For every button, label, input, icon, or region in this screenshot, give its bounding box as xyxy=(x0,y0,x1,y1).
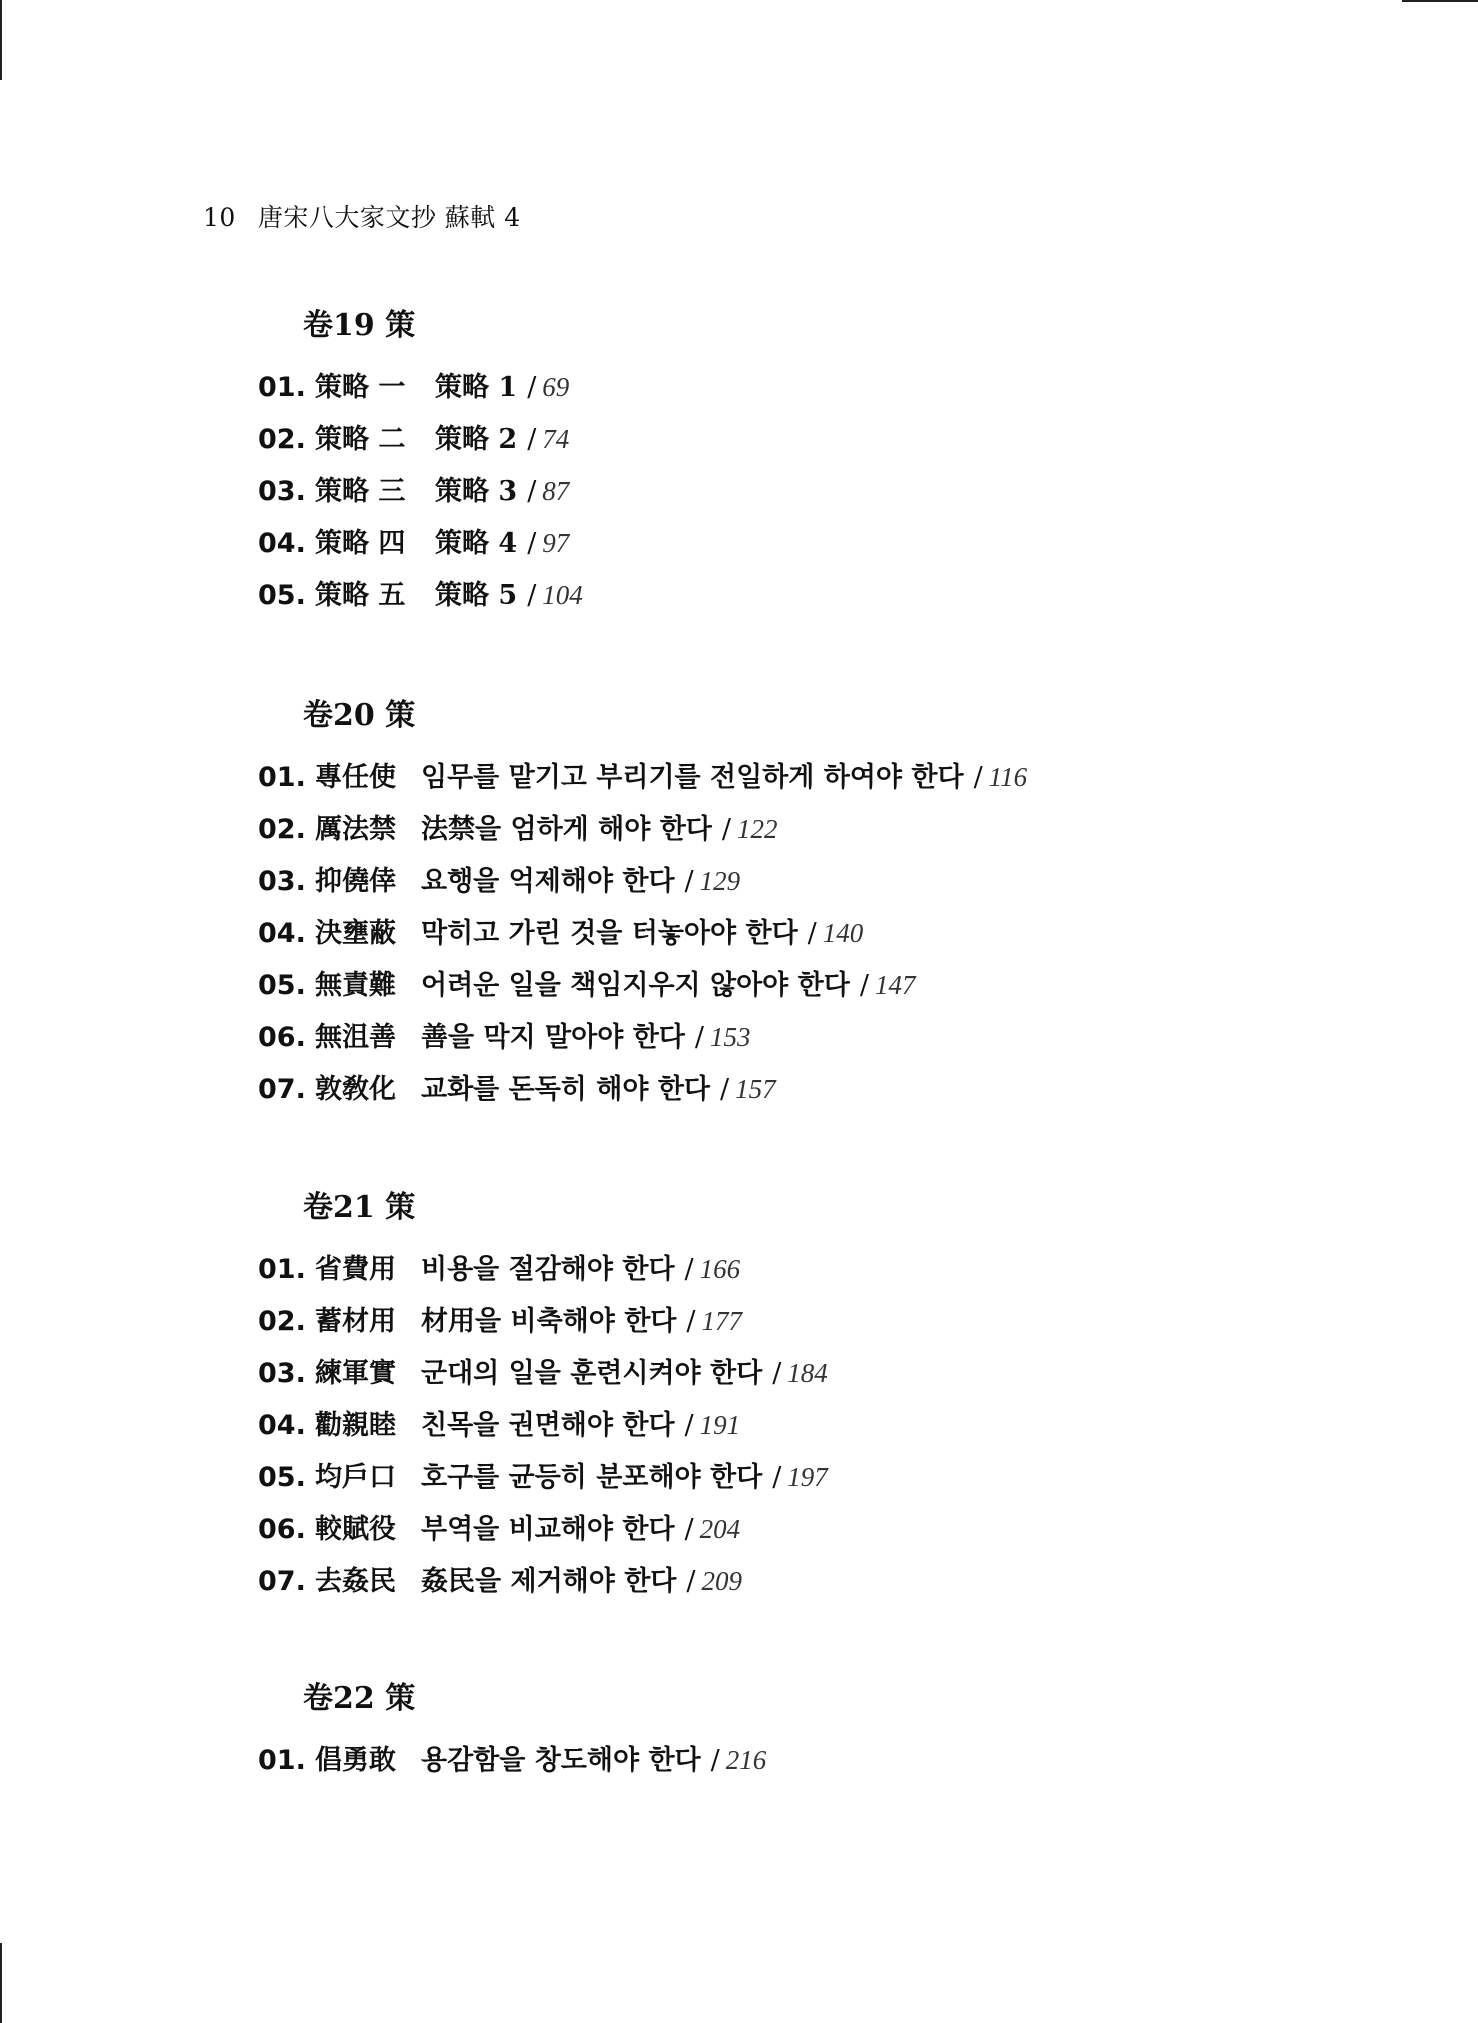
toc-entry xyxy=(258,861,740,901)
toc-entry xyxy=(258,1249,740,1289)
toc-entry xyxy=(258,913,863,953)
entry-desc: 부역을 비교해야 한다 xyxy=(421,1514,675,1545)
toc-entry xyxy=(258,367,569,407)
entry-number: 03. xyxy=(258,866,306,897)
entry-desc: 용감함을 창도해야 한다 xyxy=(421,1745,701,1776)
separator: / xyxy=(527,476,537,507)
entry-page: 157 xyxy=(735,1074,776,1104)
entry-title: 策略 三 xyxy=(315,476,406,507)
entry-number: 06. xyxy=(258,1514,306,1545)
toc-entry xyxy=(258,1561,742,1601)
entry-title: 倡勇敢 xyxy=(315,1745,396,1776)
entry-desc: 材用을 비축해야 한다 xyxy=(421,1306,677,1337)
separator: / xyxy=(684,1410,694,1441)
entry-number: 05. xyxy=(258,1462,306,1493)
entry-title: 專任使 xyxy=(315,762,396,793)
entry-title: 無責難 xyxy=(315,970,396,1001)
entry-desc: 호구를 균등히 분포해야 한다 xyxy=(421,1462,763,1493)
entry-page: 197 xyxy=(787,1462,828,1492)
entry-desc: 어려운 일을 책임지우지 않아야 한다 xyxy=(421,970,850,1001)
entry-page: 97 xyxy=(542,528,570,558)
entry-number: 04. xyxy=(258,1410,306,1441)
crop-mark-top-left xyxy=(0,0,2,80)
entry-page: 122 xyxy=(736,814,778,844)
separator: / xyxy=(973,762,983,793)
section-title: 卷20 策 xyxy=(303,698,416,733)
entry-page: 147 xyxy=(874,970,916,1000)
entry-number: 04. xyxy=(258,528,306,559)
entry-desc: 임무를 맡기고 부리기를 전일하게 하여야 한다 xyxy=(421,762,964,793)
entry-desc: 策略 1 xyxy=(435,372,518,403)
entry-page: 191 xyxy=(699,1410,741,1440)
entry-desc: 善을 막지 말아야 한다 xyxy=(421,1022,685,1053)
entry-title: 策略 二 xyxy=(315,424,406,455)
entry-number: 02. xyxy=(258,814,306,845)
toc-entry xyxy=(258,1017,750,1057)
separator: / xyxy=(527,580,537,611)
entry-title: 決壅蔽 xyxy=(315,918,396,949)
separator: / xyxy=(684,1514,694,1545)
toc-entry xyxy=(258,1301,742,1341)
entry-number: 06. xyxy=(258,1022,306,1053)
entry-number: 04. xyxy=(258,918,306,949)
separator: / xyxy=(859,970,869,1001)
entry-desc: 策略 2 xyxy=(435,424,518,455)
entry-title: 省費用 xyxy=(315,1254,396,1285)
entry-number: 05. xyxy=(258,580,306,611)
entry-page: 166 xyxy=(699,1254,741,1284)
entry-desc: 군대의 일을 훈련시켜야 한다 xyxy=(421,1358,763,1389)
entry-page: 204 xyxy=(699,1514,741,1544)
toc-entry xyxy=(258,1509,740,1549)
section-title: 卷19 策 xyxy=(303,308,416,343)
entry-desc: 姦民을 제거해야 한다 xyxy=(421,1566,677,1597)
toc-entry xyxy=(258,757,1027,797)
separator: / xyxy=(684,866,694,897)
entry-page: 140 xyxy=(822,918,864,948)
separator: / xyxy=(772,1358,782,1389)
entry-desc: 막히고 가린 것을 터놓아야 한다 xyxy=(421,918,798,949)
entry-page: 74 xyxy=(542,424,570,454)
entry-page: 177 xyxy=(701,1306,742,1336)
entry-desc: 策略 5 xyxy=(435,580,518,611)
separator: / xyxy=(710,1745,720,1776)
entry-number: 01. xyxy=(258,1745,306,1776)
entry-desc: 策略 3 xyxy=(435,476,518,507)
entry-number: 07. xyxy=(258,1074,306,1105)
separator: / xyxy=(694,1022,704,1053)
book-title: 唐宋八大家文抄 蘇軾 4 xyxy=(257,203,521,232)
entry-title: 策略 一 xyxy=(315,372,406,403)
entry-desc: 法禁을 엄하게 해야 한다 xyxy=(421,814,712,845)
entry-page: 184 xyxy=(787,1358,828,1388)
separator: / xyxy=(527,424,537,455)
entry-page: 104 xyxy=(542,580,583,610)
page-number: 10 xyxy=(203,203,236,232)
separator: / xyxy=(684,1254,694,1285)
toc-entry xyxy=(258,1069,776,1109)
toc-entry xyxy=(258,1740,766,1780)
entry-title: 敦敎化 xyxy=(315,1074,396,1105)
crop-mark-top-right xyxy=(1402,0,1478,2)
entry-title: 無沮善 xyxy=(315,1022,396,1053)
entry-desc: 교화를 돈독히 해야 한다 xyxy=(421,1074,711,1105)
entry-desc: 策略 4 xyxy=(435,528,518,559)
separator: / xyxy=(720,1074,730,1105)
running-head xyxy=(203,198,521,234)
toc-entry xyxy=(258,471,569,511)
toc-entry xyxy=(258,809,777,849)
separator: / xyxy=(527,528,537,559)
separator: / xyxy=(527,372,537,403)
entry-title: 蓄材用 xyxy=(315,1306,396,1337)
entry-page: 216 xyxy=(725,1745,767,1775)
toc-entry xyxy=(258,965,915,1005)
entry-title: 厲法禁 xyxy=(315,814,396,845)
toc-entry xyxy=(258,1405,740,1445)
section-title: 卷21 策 xyxy=(303,1190,416,1225)
separator: / xyxy=(686,1306,696,1337)
entry-page: 129 xyxy=(699,866,741,896)
entry-title: 較賦役 xyxy=(315,1514,396,1545)
entry-number: 01. xyxy=(258,762,306,793)
separator: / xyxy=(721,814,731,845)
entry-page: 87 xyxy=(542,476,570,506)
entry-number: 05. xyxy=(258,970,306,1001)
toc-entry xyxy=(258,523,569,563)
section-title: 卷22 策 xyxy=(303,1681,416,1716)
toc-entry xyxy=(258,1353,828,1393)
toc-entry xyxy=(258,1457,828,1497)
entry-title: 策略 四 xyxy=(315,528,406,559)
entry-title: 練軍實 xyxy=(315,1358,396,1389)
separator: / xyxy=(772,1462,782,1493)
crop-mark-bottom-left xyxy=(0,1943,2,2023)
entry-number: 01. xyxy=(258,372,306,403)
entry-title: 策略 五 xyxy=(315,580,406,611)
entry-number: 07. xyxy=(258,1566,306,1597)
entry-page: 116 xyxy=(988,762,1028,792)
entry-title: 勸親睦 xyxy=(315,1410,396,1441)
entry-number: 03. xyxy=(258,1358,306,1389)
entry-title: 抑僥倖 xyxy=(315,866,396,897)
separator: / xyxy=(686,1566,696,1597)
entry-title: 均戶口 xyxy=(315,1462,396,1493)
entry-desc: 비용을 절감해야 한다 xyxy=(421,1254,675,1285)
entry-number: 03. xyxy=(258,476,306,507)
entry-page: 153 xyxy=(709,1022,751,1052)
entry-page: 69 xyxy=(542,372,570,402)
toc-entry xyxy=(258,419,569,459)
entry-number: 01. xyxy=(258,1254,306,1285)
entry-number: 02. xyxy=(258,1306,306,1337)
separator: / xyxy=(807,918,817,949)
entry-desc: 친목을 권면해야 한다 xyxy=(421,1410,675,1441)
toc-entry xyxy=(258,575,583,615)
entry-title: 去姦民 xyxy=(315,1566,396,1597)
entry-desc: 요행을 억제해야 한다 xyxy=(421,866,675,897)
entry-number: 02. xyxy=(258,424,306,455)
entry-page: 209 xyxy=(701,1566,742,1596)
